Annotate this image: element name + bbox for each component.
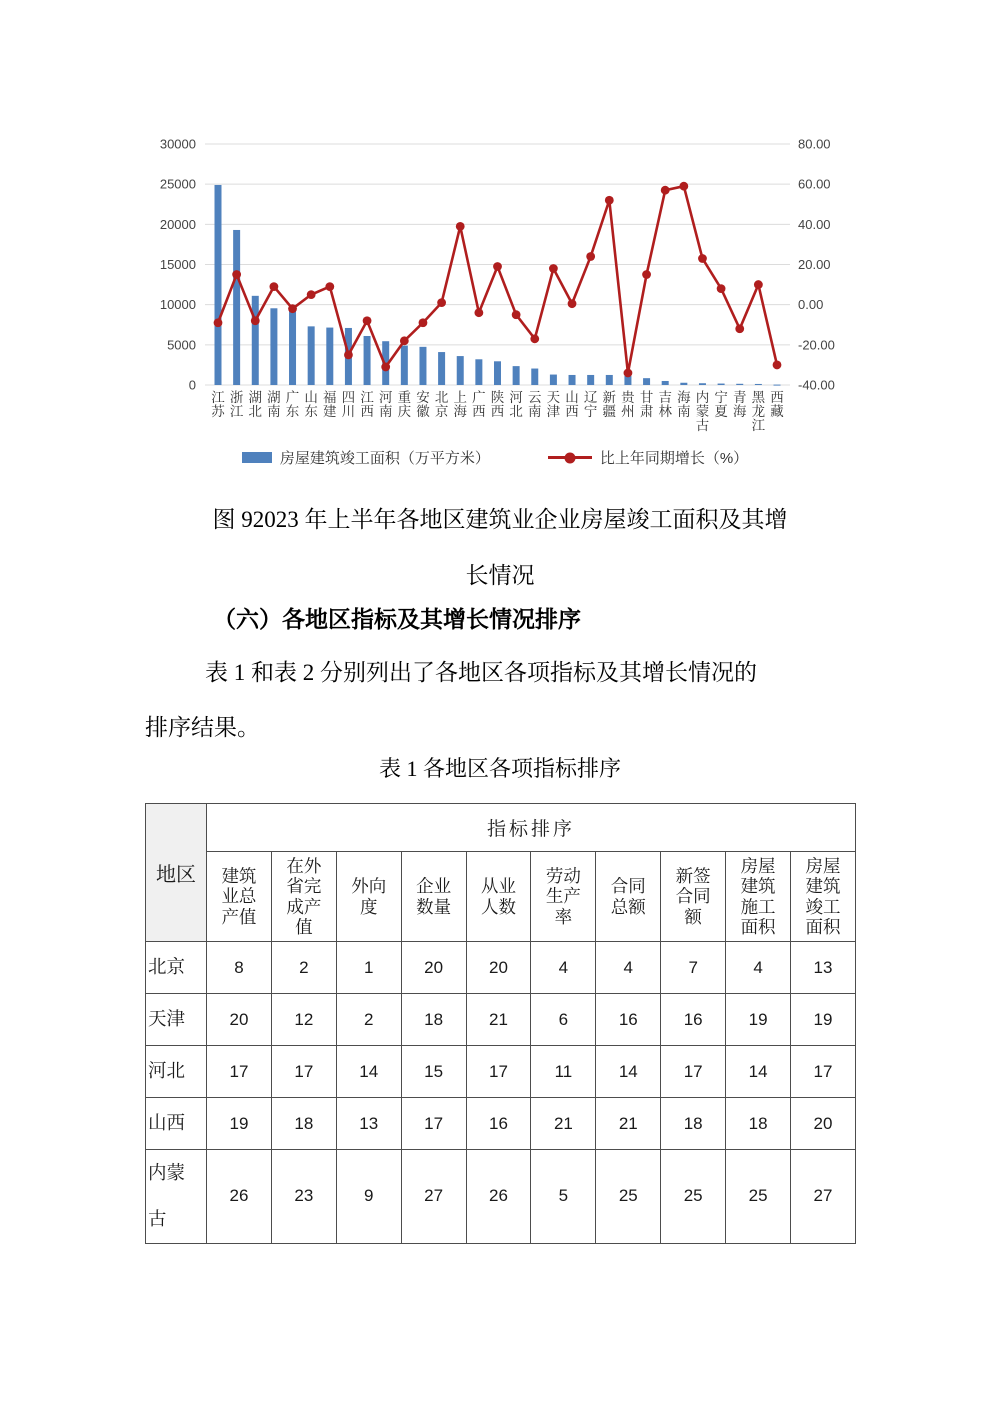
trend-point xyxy=(493,262,502,271)
bar xyxy=(326,328,333,385)
x-axis-label-char: 徽 xyxy=(416,404,430,419)
column-header: 从业人数 xyxy=(466,852,531,942)
rank-cell: 2 xyxy=(336,994,401,1046)
x-axis-label-char: 江 xyxy=(229,404,244,419)
legend-label-line: 比上年同期增长（%） xyxy=(599,450,749,467)
x-axis-label-char: 林 xyxy=(658,404,672,419)
ranking-table-head xyxy=(146,804,856,942)
x-axis-label xyxy=(528,390,542,419)
x-axis-label-char: 西 xyxy=(565,404,579,419)
x-axis-label xyxy=(230,389,244,419)
trend-point xyxy=(288,304,297,313)
rank-cell: 17 xyxy=(271,1046,336,1098)
bar xyxy=(457,356,464,385)
table-row xyxy=(146,1046,856,1098)
x-axis-label xyxy=(565,390,579,419)
x-axis-label-char: 州 xyxy=(621,404,635,419)
x-axis-label xyxy=(603,390,617,419)
rank-cell: 27 xyxy=(791,1150,856,1244)
figure-chart xyxy=(128,131,862,468)
trend-point xyxy=(437,298,446,307)
rank-cell: 19 xyxy=(726,994,791,1046)
section-heading: （六）各地区指标及其增长情况排序 xyxy=(213,606,581,632)
rank-cell: 13 xyxy=(791,942,856,994)
rank-cell: 18 xyxy=(726,1098,791,1150)
ranking-table xyxy=(145,803,856,1244)
column-header: 在外省完成产值 xyxy=(271,852,336,942)
bar xyxy=(513,366,520,385)
x-axis-label-char: 安 xyxy=(416,390,430,405)
trend-point xyxy=(214,318,223,327)
x-axis-label-char: 内 xyxy=(695,390,710,405)
trend-point xyxy=(624,369,633,378)
x-axis-label-char: 海 xyxy=(677,390,691,405)
left-axis-tick: 0 xyxy=(188,377,196,393)
body-paragraph xyxy=(145,645,857,755)
trend-point xyxy=(549,264,558,273)
rank-cell: 20 xyxy=(791,1098,856,1150)
x-axis-label-char: 青 xyxy=(732,390,747,405)
x-axis-label-char: 贵 xyxy=(621,390,635,405)
table-header-row xyxy=(146,804,856,852)
column-header: 劳动生产率 xyxy=(531,852,596,942)
x-axis-label xyxy=(435,390,449,419)
x-axis-label-char: 宁 xyxy=(583,404,598,419)
rank-cell: 5 xyxy=(531,1150,596,1244)
rank-cell: 12 xyxy=(271,994,336,1046)
x-axis-label xyxy=(416,390,430,419)
rank-cell: 18 xyxy=(401,994,466,1046)
rank-cell: 15 xyxy=(401,1046,466,1098)
bar xyxy=(606,375,613,385)
table-row xyxy=(146,1098,856,1150)
x-axis-label-char: 河 xyxy=(509,390,523,405)
right-axis-tick: 60.00 xyxy=(798,176,831,192)
x-axis-label xyxy=(509,390,523,419)
rank-cell: 2 xyxy=(271,942,336,994)
trend-point xyxy=(232,270,241,279)
x-axis-label-char: 山 xyxy=(304,390,318,405)
x-axis-label xyxy=(249,390,263,419)
x-axis-label xyxy=(547,390,561,419)
rank-cell: 20 xyxy=(207,994,272,1046)
bar xyxy=(662,381,669,385)
x-axis-label-char: 上 xyxy=(453,390,467,405)
x-axis-label xyxy=(696,389,710,433)
bar xyxy=(475,359,482,385)
rank-cell: 8 xyxy=(207,942,272,994)
x-axis-label xyxy=(770,390,784,419)
region-cell: 山西 xyxy=(146,1098,207,1150)
trend-point xyxy=(773,361,782,370)
rank-cell: 17 xyxy=(466,1046,531,1098)
x-axis-label-char: 广 xyxy=(472,390,486,405)
x-axis-label-char: 西 xyxy=(770,390,784,405)
bar xyxy=(308,326,315,385)
rank-cell: 16 xyxy=(596,994,661,1046)
x-axis-label xyxy=(342,390,356,419)
rank-cell: 7 xyxy=(661,942,726,994)
column-header: 企业数量 xyxy=(401,852,466,942)
x-axis-label xyxy=(398,390,412,419)
x-axis-label-char: 海 xyxy=(453,404,467,419)
legend-item-bar-series xyxy=(242,447,490,468)
bar xyxy=(531,369,538,385)
line-series-swatch xyxy=(548,456,592,459)
bar xyxy=(419,347,426,385)
column-header: 房屋建筑施工面积 xyxy=(726,852,791,942)
right-axis-tick: -20.00 xyxy=(798,337,835,353)
rank-cell: 20 xyxy=(401,942,466,994)
x-axis-label xyxy=(379,390,393,419)
x-axis-label-char: 南 xyxy=(528,404,542,419)
x-axis-label-char: 南 xyxy=(677,404,691,419)
left-axis-tick: 5000 xyxy=(167,337,196,353)
trend-point xyxy=(307,290,316,299)
bar xyxy=(569,375,576,385)
trend-point xyxy=(735,324,744,333)
trend-point xyxy=(605,196,614,205)
x-axis-label-char: 海 xyxy=(732,404,747,419)
bar xyxy=(736,384,743,385)
rank-cell: 23 xyxy=(271,1150,336,1244)
rank-cell: 27 xyxy=(401,1150,466,1244)
rank-cell: 17 xyxy=(661,1046,726,1098)
bar xyxy=(550,375,557,385)
rank-cell: 4 xyxy=(726,942,791,994)
table-row xyxy=(146,1150,856,1244)
x-axis-label xyxy=(304,390,318,419)
left-axis-tick: 10000 xyxy=(159,297,196,313)
rank-cell: 17 xyxy=(401,1098,466,1150)
legend-label-bar: 房屋建筑竣工面积（万平方米） xyxy=(279,450,490,467)
x-axis-label-char: 肃 xyxy=(639,404,654,419)
x-axis-label xyxy=(360,390,374,419)
x-axis-label-char: 川 xyxy=(341,404,356,419)
x-axis-label-char: 庆 xyxy=(397,404,412,419)
bar xyxy=(718,384,725,385)
trend-point xyxy=(679,182,688,191)
bar xyxy=(774,385,781,386)
rank-cell: 14 xyxy=(336,1046,401,1098)
x-axis-label-char: 北 xyxy=(248,404,263,419)
x-axis-label-char: 福 xyxy=(323,390,337,405)
bar xyxy=(699,383,706,385)
bar xyxy=(215,185,222,385)
line-marker-dot xyxy=(564,452,575,463)
x-axis-label-char: 辽 xyxy=(583,390,598,405)
trend-point xyxy=(586,252,595,261)
x-axis-label-char: 西 xyxy=(472,404,486,419)
figure-caption-line-2: 长情况 xyxy=(465,563,535,588)
x-axis-label-char: 陕 xyxy=(490,390,505,405)
x-axis-label xyxy=(584,390,598,419)
trend-point xyxy=(456,222,465,231)
trend-point xyxy=(270,282,279,291)
x-axis-label xyxy=(211,390,225,419)
rank-cell: 14 xyxy=(726,1046,791,1098)
figure-caption-line-1: 图 92023 年上半年各地区建筑业企业房屋竣工面积及其增 xyxy=(212,507,788,532)
x-axis-label-char: 东 xyxy=(304,404,318,419)
x-axis-label-char: 南 xyxy=(267,404,281,419)
region-cell: 河北 xyxy=(146,1046,207,1098)
right-axis-tick: 40.00 xyxy=(798,216,831,232)
x-axis-label-char: 夏 xyxy=(714,404,728,419)
x-axis-label-char: 吉 xyxy=(658,390,672,405)
trend-point xyxy=(325,282,334,291)
x-axis-label xyxy=(733,389,747,419)
chart-legend xyxy=(128,447,862,468)
trend-point xyxy=(381,363,390,372)
rank-cell: 21 xyxy=(531,1098,596,1150)
x-axis-label-char: 南 xyxy=(378,404,393,419)
legend-item-line-series xyxy=(548,447,748,468)
x-axis-label-char: 藏 xyxy=(770,404,784,419)
x-axis-label-char: 西 xyxy=(360,404,374,419)
x-axis-label-char: 古 xyxy=(695,418,710,433)
rank-cell: 1 xyxy=(336,942,401,994)
rank-cell: 21 xyxy=(466,994,531,1046)
left-axis-tick: 30000 xyxy=(159,136,196,152)
x-axis-label xyxy=(267,390,281,419)
x-axis-label-char: 湖 xyxy=(248,390,263,405)
x-axis-label xyxy=(752,390,766,433)
trend-point xyxy=(251,316,260,325)
x-axis-label-char: 山 xyxy=(565,390,579,405)
rank-cell: 16 xyxy=(466,1098,531,1150)
indicator-group-header: 指标排序 xyxy=(207,804,856,852)
trend-point xyxy=(568,299,577,308)
table-columns-row xyxy=(146,852,856,942)
rank-cell: 20 xyxy=(466,942,531,994)
rank-cell: 4 xyxy=(596,942,661,994)
rank-cell: 26 xyxy=(466,1150,531,1244)
x-axis-label-char: 宁 xyxy=(714,390,728,405)
right-axis-tick: -40.00 xyxy=(798,377,835,393)
x-axis-label-char: 苏 xyxy=(211,404,225,419)
rank-cell: 25 xyxy=(726,1150,791,1244)
x-axis-label-char: 湖 xyxy=(267,390,281,405)
column-header: 外向度 xyxy=(336,852,401,942)
rank-cell: 18 xyxy=(661,1098,726,1150)
x-axis-label-char: 龙 xyxy=(751,404,766,419)
rank-cell: 25 xyxy=(596,1150,661,1244)
x-axis-label xyxy=(472,390,486,419)
trend-point xyxy=(400,336,409,345)
table-title: 表 1 各地区各项指标排序 xyxy=(378,756,621,781)
right-axis-tick: 80.00 xyxy=(798,136,831,152)
rank-cell: 19 xyxy=(791,994,856,1046)
x-axis-label xyxy=(658,389,672,419)
bar xyxy=(494,361,501,385)
rank-cell: 26 xyxy=(207,1150,272,1244)
rank-cell: 14 xyxy=(596,1046,661,1098)
region-cell: 内蒙古 xyxy=(146,1150,207,1244)
x-axis-label-char: 黑 xyxy=(751,390,766,405)
rank-cell: 6 xyxy=(531,994,596,1046)
x-axis-label xyxy=(621,389,636,419)
region-cell: 天津 xyxy=(146,994,207,1046)
right-axis-tick: 20.00 xyxy=(798,257,831,272)
x-axis-label xyxy=(714,390,728,419)
column-header: 房屋建筑竣工面积 xyxy=(791,852,856,942)
x-axis-label-char: 新 xyxy=(602,390,617,405)
trend-point xyxy=(642,270,651,279)
table-row xyxy=(146,942,856,994)
trend-point xyxy=(717,284,726,293)
x-axis-label-char: 云 xyxy=(528,390,542,405)
rank-cell: 17 xyxy=(791,1046,856,1098)
x-axis-label-char: 浙 xyxy=(229,390,244,405)
x-axis-label-char: 建 xyxy=(323,404,337,419)
x-axis-label xyxy=(453,390,467,419)
trend-point xyxy=(474,308,483,317)
trend-point xyxy=(698,254,707,263)
rank-cell: 17 xyxy=(207,1046,272,1098)
bar xyxy=(680,383,687,385)
bar xyxy=(252,296,259,385)
x-axis-label-char: 甘 xyxy=(639,390,654,405)
left-axis-tick: 20000 xyxy=(159,216,196,232)
right-axis-tick: 0.00 xyxy=(798,297,824,313)
region-column-header: 地区 xyxy=(146,804,207,942)
x-axis-label-char: 北 xyxy=(509,404,523,419)
ranking-table-body xyxy=(146,942,856,1244)
x-axis-label-char: 四 xyxy=(341,390,356,405)
x-axis-label xyxy=(286,390,300,419)
trend-point xyxy=(661,186,670,195)
rank-cell: 4 xyxy=(531,942,596,994)
bar xyxy=(438,352,445,385)
x-axis-label-char: 京 xyxy=(434,404,449,419)
bar xyxy=(401,346,408,385)
figure-caption xyxy=(0,492,1000,604)
x-axis-label-char: 天 xyxy=(546,390,561,405)
bar xyxy=(233,230,240,385)
rank-cell: 18 xyxy=(271,1098,336,1150)
column-header: 建筑业总产值 xyxy=(207,852,272,942)
bar-series-swatch xyxy=(242,452,272,463)
x-axis-label-char: 河 xyxy=(378,390,393,405)
x-axis-label xyxy=(677,390,691,419)
bar xyxy=(364,336,371,385)
bar xyxy=(643,378,650,385)
rank-cell: 13 xyxy=(336,1098,401,1150)
bar xyxy=(755,384,762,385)
table-row xyxy=(146,994,856,1046)
rank-cell: 9 xyxy=(336,1150,401,1244)
paragraph-line-2: 排序结果。 xyxy=(145,715,260,740)
x-axis-label xyxy=(640,390,654,419)
trend-point xyxy=(419,318,428,327)
x-axis-label-char: 江 xyxy=(360,390,374,405)
x-axis-label-char: 北 xyxy=(434,390,449,405)
region-cell: 北京 xyxy=(146,942,207,994)
x-axis-label-char: 广 xyxy=(285,390,300,405)
trend-point xyxy=(530,334,539,343)
trend-point xyxy=(754,280,763,289)
x-axis-label-char: 东 xyxy=(285,404,300,419)
trend-point xyxy=(344,350,353,359)
bar xyxy=(289,311,296,385)
x-axis-label-char: 蒙 xyxy=(695,404,710,419)
x-axis-label-char: 津 xyxy=(546,404,561,419)
x-axis-label xyxy=(491,389,505,419)
x-axis-label-char: 疆 xyxy=(602,404,617,419)
column-header: 合同总额 xyxy=(596,852,661,942)
left-axis-tick: 15000 xyxy=(159,257,196,272)
chart-canvas xyxy=(128,131,862,443)
trend-point xyxy=(363,316,372,325)
trend-point xyxy=(512,310,521,319)
rank-cell: 19 xyxy=(207,1098,272,1150)
x-axis-label-char: 江 xyxy=(751,418,766,433)
rank-cell: 25 xyxy=(661,1150,726,1244)
rank-cell: 21 xyxy=(596,1098,661,1150)
paragraph-line-1: 表 1 和表 2 分别列出了各地区各项指标及其增长情况的 xyxy=(205,660,757,685)
left-axis-tick: 25000 xyxy=(159,176,196,192)
x-axis-label-char: 西 xyxy=(490,404,505,419)
x-axis-label-char: 江 xyxy=(211,390,225,405)
bar xyxy=(270,308,277,385)
bar xyxy=(587,375,594,385)
x-axis-label-char: 重 xyxy=(397,390,412,405)
x-axis-label xyxy=(323,390,337,419)
column-header: 新签合同额 xyxy=(661,852,726,942)
rank-cell: 16 xyxy=(661,994,726,1046)
rank-cell: 11 xyxy=(531,1046,596,1098)
